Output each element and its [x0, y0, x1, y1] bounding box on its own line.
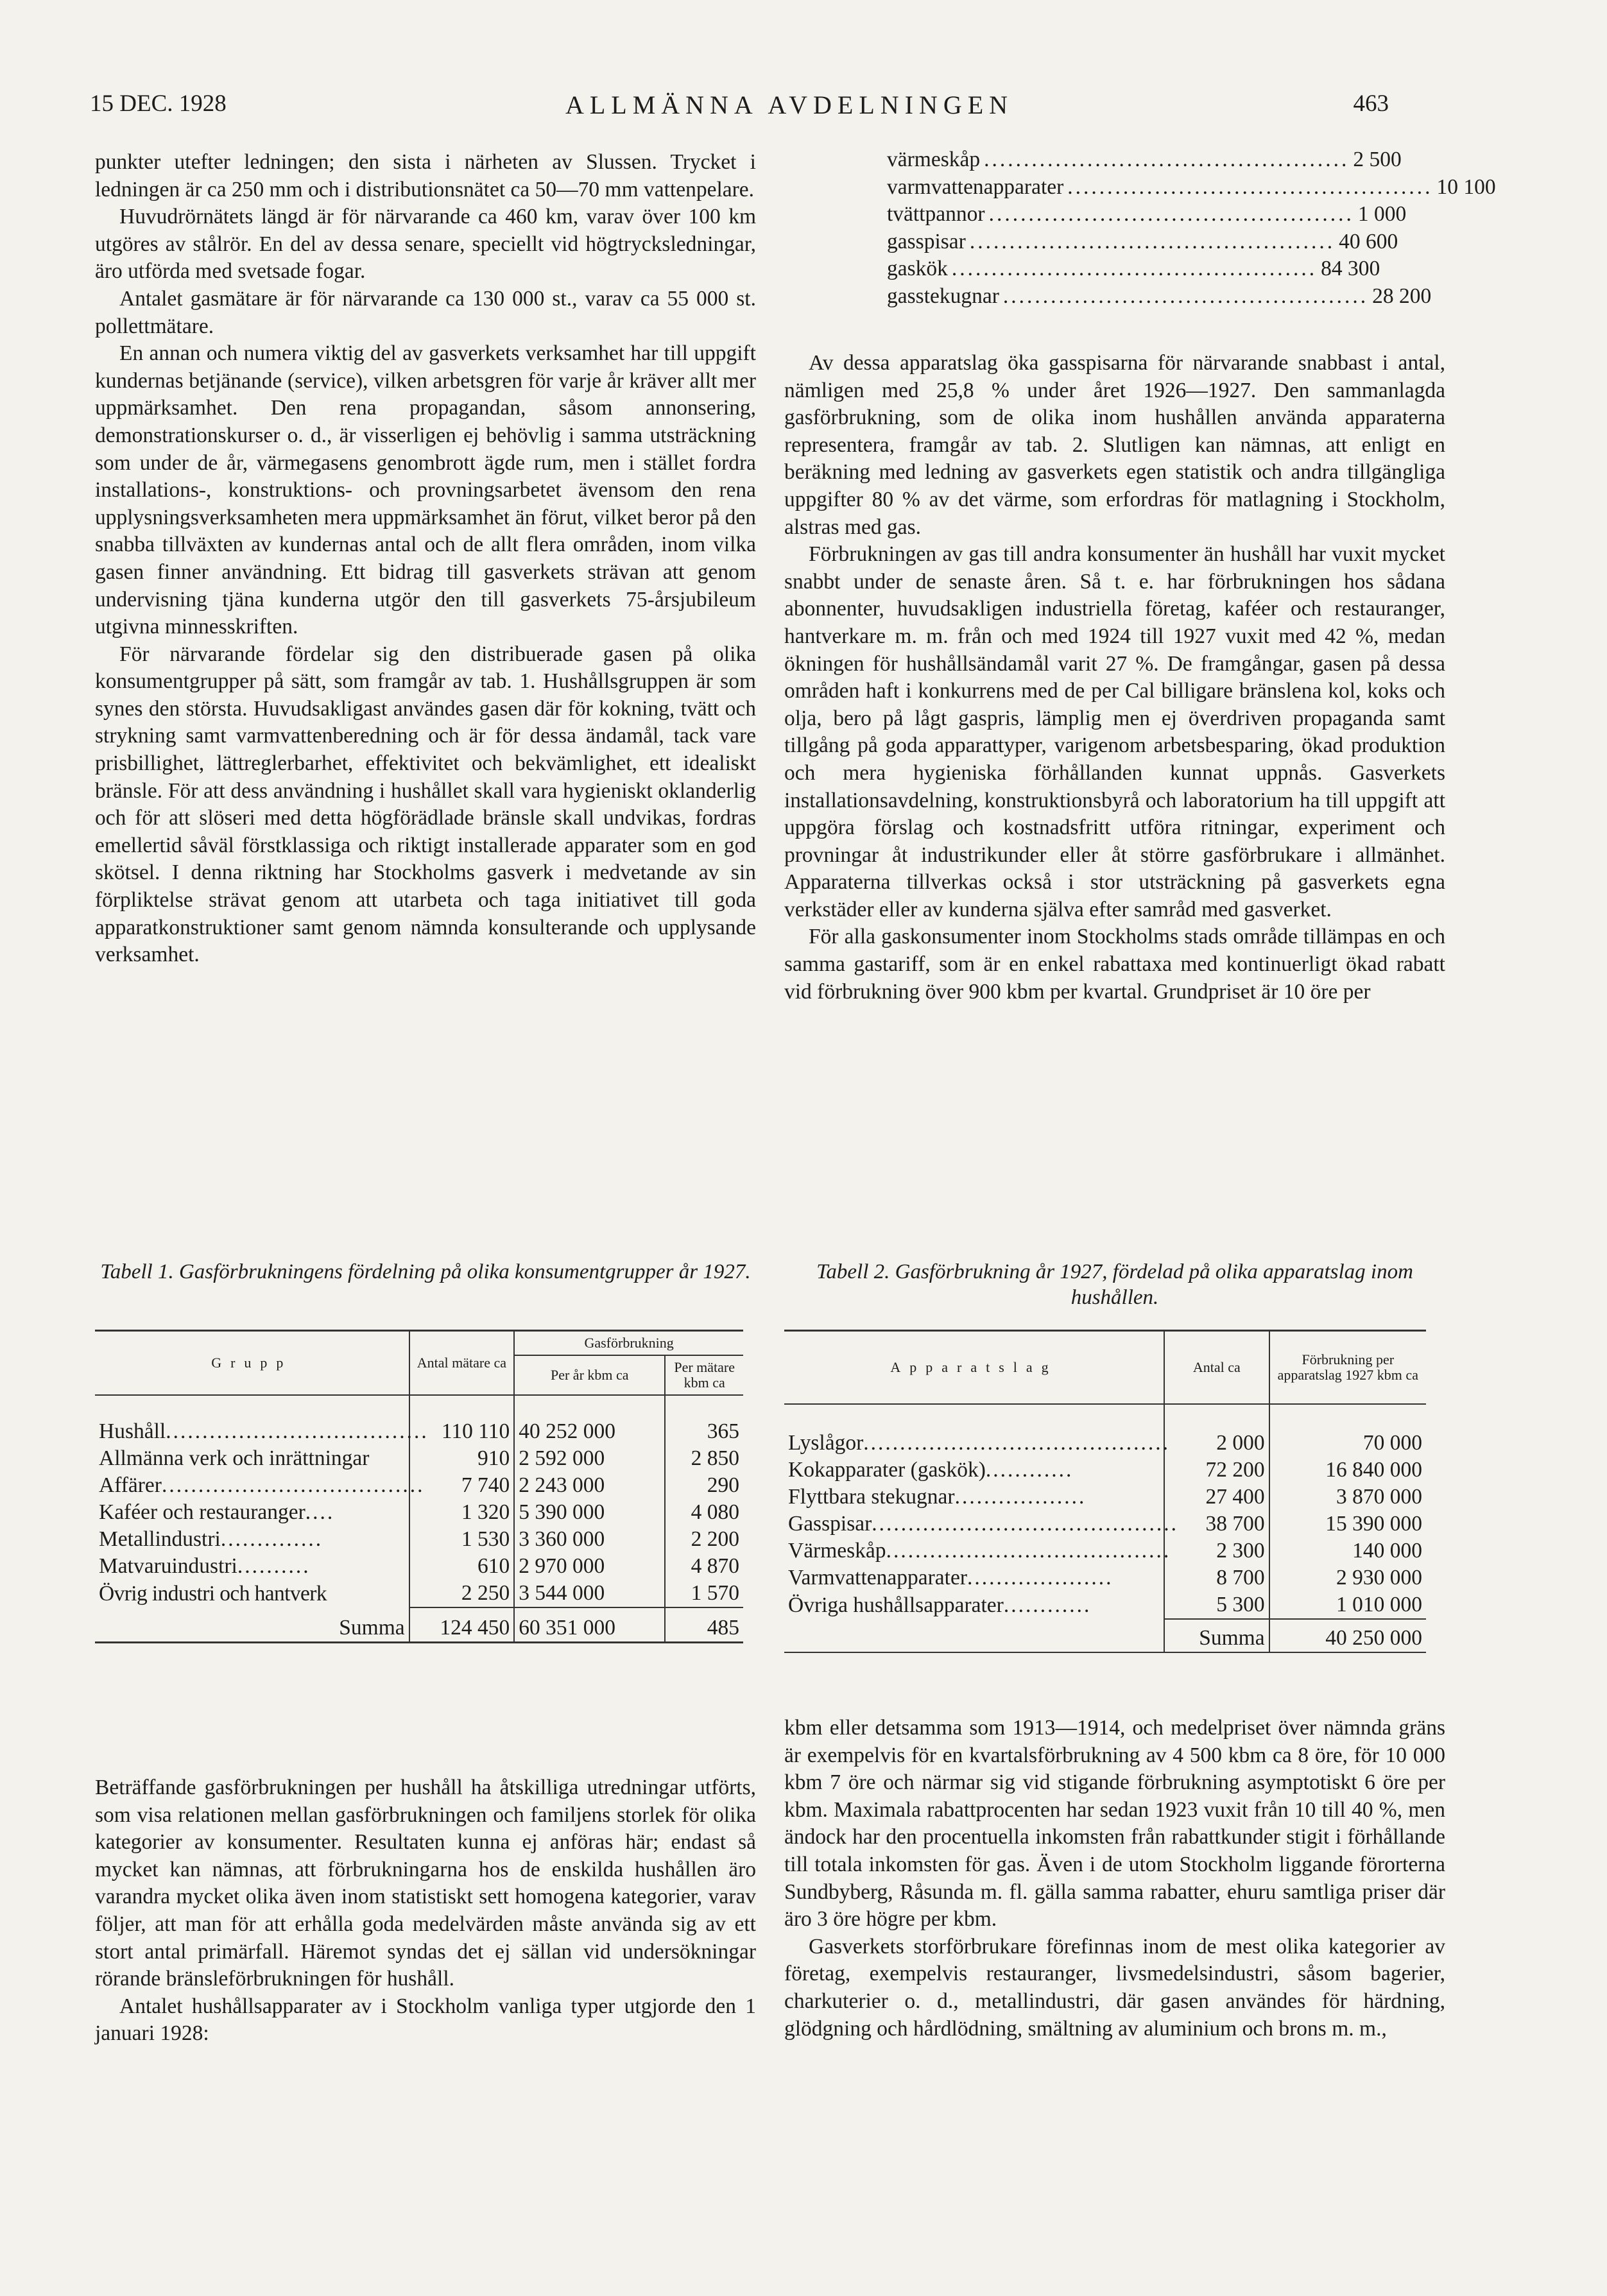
- cell-per-matare: 4 870: [665, 1553, 743, 1580]
- cell-per-matare: 2 850: [665, 1445, 743, 1472]
- row-label: Metallindustri..............: [99, 1527, 323, 1551]
- table-row: [784, 1538, 1426, 1564]
- header-section-title: ALLMÄNNA AVDELNINGEN: [565, 90, 1014, 119]
- column-header-per-matare: Per mätare kbm ca: [665, 1355, 743, 1395]
- cell-antal: 610: [409, 1553, 515, 1580]
- column-header-apparatslag: Apparatslag: [784, 1331, 1164, 1405]
- appliance-list: [887, 146, 1496, 311]
- row-label: Hushåll....................................: [99, 1419, 429, 1443]
- cell-per-matare: 365: [665, 1418, 743, 1445]
- table-sum-row: [784, 1619, 1426, 1652]
- row-label: Övrig industri och hantverk: [99, 1581, 327, 1606]
- appliance-count: 40 600: [1339, 229, 1398, 253]
- cell-per-ar: 3 360 000: [514, 1526, 665, 1553]
- leader-dots: ..............................................: [1002, 284, 1369, 308]
- column-header-grupp: Grupp: [95, 1331, 409, 1396]
- paragraph: Av dessa apparatslag öka gasspisarna för närvarande snabbast i antal, nämligen med 25,8 % under året 1926—1927. Den sammanlagda gasförbrukning, som de olika inom hushållen använda apparaterna representera, framgår av tab. 2. Slutligen kan nämnas, att enligt en beräkning med ledning av gasverkets egen statistik och andra tillgängliga uppgifter 80 % av det värme, som erfordras för matlagning i Stockholm, alstras med gas.: [784, 351, 1445, 539]
- appliance-count: 2 500: [1353, 148, 1402, 171]
- appliance-name: varmvattenapparater: [887, 175, 1064, 199]
- row-label: Kokapparater (gaskök)............: [788, 1458, 1074, 1482]
- cell-antal: 1 320: [409, 1499, 515, 1526]
- table-row: [784, 1484, 1426, 1511]
- cell-per-matare: 4 080: [665, 1499, 743, 1526]
- left-column-bottom: [95, 1774, 756, 2048]
- right-column-middle: [784, 350, 1445, 1006]
- paragraph: För alla gaskonsumenter inom Stockholms stads område tillämpas en och samma gastariff, som är en enkel rabattaxa med kontinuerligt ökad rabatt vid förbrukning över 900 kbm per kvartal. Grundpriset är 10 öre per: [784, 925, 1445, 1004]
- appliance-count: 1 000: [1357, 202, 1407, 227]
- appliance-name: tvättpannor: [887, 202, 985, 227]
- appliance-name: värmeskåp: [887, 148, 981, 171]
- sum-antal: 124 450: [409, 1607, 515, 1643]
- table-row: [95, 1526, 743, 1553]
- row-label: Allmänna verk och inrättningar: [99, 1446, 370, 1470]
- table-row: [784, 1591, 1426, 1619]
- page-number: 463: [1353, 90, 1389, 117]
- cell-per-ar: 2 592 000: [514, 1445, 665, 1472]
- column-header-forbrukning: Förbrukning per apparatslag 1927 kbm ca: [1269, 1331, 1426, 1405]
- table-row: [95, 1418, 743, 1445]
- cell-per-ar: 2 970 000: [514, 1553, 665, 1580]
- appliance-name: gasstekugnar: [887, 284, 999, 308]
- table-row: [95, 1445, 743, 1472]
- list-item: [887, 174, 1496, 201]
- appliance-count: 10 100: [1436, 175, 1496, 199]
- left-column-top: [95, 149, 756, 969]
- table-row: [95, 1553, 743, 1580]
- paragraph: För närvarande fördelar sig den distribuerade gasen på olika konsumentgrupper på sätt, som framgår av tab. 1. Hushållsgruppen är som synes den största. Huvudsakligast användes gasen där för kokning, tvätt och strykning samt varmvattenberedning och är för dessa ändamål, tack vare prisbillighet, lättreglerbarhet, effektivitet och bekvämlighet, ett idealiskt bränsle. För att dess användning i hushållet skall vara hygieniskt oklanderlig och för att slöseri med detta högförädlade bränsle skall undvikas, fordras emellertid såväl förstklassiga och riktigt installerade apparater som en god skötsel. I denna riktning har Stockholms gasverk i medvetande av sin förpliktelse strävat genom att utarbeta och taga initiativet till goda apparatkonstruktioner samt genom nämnda konsulterande och upplysande verksamhet.: [95, 642, 756, 967]
- cell-per-ar: 40 252 000: [514, 1418, 665, 1445]
- sum-per-ar: 60 351 000: [514, 1607, 665, 1643]
- sum-forbrukning: 40 250 000: [1269, 1619, 1426, 1652]
- cell-forbrukning: 3 870 000: [1269, 1484, 1426, 1511]
- table-row: [95, 1472, 743, 1499]
- leader-dots: ..............................................: [988, 202, 1354, 227]
- cell-per-ar: 2 243 000: [514, 1472, 665, 1499]
- row-label: Lyslågor..........................................: [788, 1431, 1170, 1455]
- table-row: [784, 1564, 1426, 1591]
- cell-antal: 2 250: [409, 1580, 515, 1607]
- column-header-per-ar: Per år kbm ca: [514, 1355, 665, 1395]
- table-row: [784, 1511, 1426, 1538]
- sum-label: Summa: [339, 1615, 405, 1640]
- leader-dots: ..............................................: [951, 257, 1318, 281]
- cell-antal: 7 740: [409, 1472, 515, 1499]
- paragraph: kbm eller detsamma som 1913—1914, och medelpriset över nämnda gräns är exempelvis för en kvartalsförbrukning av 4 500 kbm ca 8 öre, för 10 000 kbm 7 öre och närmar sig vid stigande förbrukning asymptotiskt 6 öre per kbm. Maximala rabattprocenten har sedan 1923 vuxit från 10 till 40 %, men ändock har den procentuella inkomsten från rabattkunder stigit i förhållande till totala inkomsten för gas. Även i de utom Stockholm liggande förorterna Sundbyberg, Råsunda m. fl. gälla samma rabatter, ehuru samtliga priser där äro 3 öre högre per kbm.: [784, 1716, 1445, 1932]
- list-item: [887, 146, 1402, 174]
- cell-antal: 110 110: [409, 1418, 515, 1445]
- row-label: Kaféer och restauranger....: [99, 1500, 335, 1524]
- row-label: Övriga hushållsapparater............: [788, 1593, 1092, 1617]
- cell-forbrukning: 70 000: [1269, 1430, 1426, 1457]
- leader-dots: ..............................................: [984, 148, 1350, 171]
- header-date: 15 DEC. 1928: [90, 90, 227, 117]
- cell-per-matare: 2 200: [665, 1526, 743, 1553]
- table1-caption: Tabell 1. Gasförbrukningens fördelning på olika konsumentgrupper år 1927.: [100, 1260, 751, 1283]
- cell-forbrukning: 15 390 000: [1269, 1511, 1426, 1538]
- appliance-name: gaskök: [887, 257, 948, 281]
- row-label: Matvaruindustri..........: [99, 1554, 311, 1578]
- row-label: Värmeskåp.......................................: [788, 1539, 1171, 1563]
- column-header-antal: Antal mätare ca: [409, 1331, 515, 1396]
- table-sum-row: [95, 1607, 743, 1643]
- paragraph: Antalet hushållsapparater av i Stockholm vanliga typer utgjorde den 1 januari 1928:: [95, 1994, 756, 2046]
- cell-forbrukning: 2 930 000: [1269, 1564, 1426, 1591]
- cell-forbrukning: 140 000: [1269, 1538, 1426, 1564]
- paragraph: Huvudrörnätets längd är för närvarande ca 460 km, varav över 100 km utgöres av stålrör. En del av dessa senare, speciellt vid högtrycksledningar, äro utförda med svetsade fogar.: [95, 205, 756, 284]
- leader-dots: ..............................................: [1067, 175, 1433, 199]
- cell-antal: 72 200: [1164, 1457, 1269, 1484]
- list-item: [887, 283, 1432, 311]
- row-label: Flyttbara stekugnar..................: [788, 1485, 1087, 1509]
- paragraph: Antalet gasmätare är för närvarande ca 130 000 st., varav ca 55 000 st. pollettmätare.: [95, 286, 756, 338]
- paragraph: Beträffande gasförbrukningen per hushåll ha åtskilliga utredningar utförts, som visa relationen mellan gasförbrukningen och familjens storlek för olika kategorier av konsumenter. Resultaten kunna ej anföras här; endast så mycket kan nämnas, att förbrukningarna hos de enskilda hushållen äro varandra mycket olika även inom statistiskt sett homogena kategorier, varav följer, att man för att erhålla goda medelvärden måste använda sig av ett stort antal primärfall. Häremot syndas det ej sällan vid undersökningar rörande bränsleförbrukningen för hushåll.: [95, 1776, 756, 1991]
- row-label: Gasspisar..........................................: [788, 1512, 1179, 1536]
- row-label: Affärer....................................: [99, 1473, 425, 1497]
- right-column-bottom: [784, 1715, 1445, 2043]
- cell-antal: 5 300: [1164, 1591, 1269, 1619]
- column-header-antal: Antal ca: [1164, 1331, 1269, 1405]
- table1: [95, 1330, 743, 1643]
- cell-per-matare: 290: [665, 1472, 743, 1499]
- list-item: [887, 201, 1407, 228]
- cell-antal: 27 400: [1164, 1484, 1269, 1511]
- cell-antal: 2 300: [1164, 1538, 1269, 1564]
- cell-forbrukning: 16 840 000: [1269, 1457, 1426, 1484]
- appliance-name: gasspisar: [887, 229, 966, 253]
- column-header-gasforbrukning: Gasförbrukning: [514, 1331, 743, 1356]
- paragraph: Förbrukningen av gas till andra konsumenter än hushåll har vuxit mycket snabbt under de senaste åren. Så t. e. har förbrukningen hos sådana abonnenter, huvudsakligen industriella företag, kaféer och restauranger, hantverkare m. m. från och med 1924 till 1927 vuxit med 42 %, medan ökningen för hushållsändamål varit 27 %. De framgångar, gasen på dessa områden haft i konkurrens med de per Cal billigare bränslena kol, koks och olja, bero på lågt gaspris, lämplig men ej överdriven propaganda samt tillgång på goda apparattyper, varigenom arbetsbesparing, ökad produktion och mera hygieniska förhållanden kunnat uppnås. Gasverkets installationsavdelning, konstruktionsbyrå och laboratorium ha till uppgift att uppgöra förslag och kostnadsfritt utföra ritningar, experiment och provningar åt industrikunder eller åt större gasförbrukare i allmänhet. Apparaterna tillverkas också i stor utsträckning på gasverkets egna verkstäder eller av kunderna själva efter samråd med gasverket.: [784, 542, 1445, 921]
- table-row: [95, 1580, 743, 1607]
- appliance-count: 84 300: [1321, 257, 1380, 281]
- cell-antal: 38 700: [1164, 1511, 1269, 1538]
- sum-per-matare: 485: [665, 1607, 743, 1643]
- table2-caption: Tabell 2. Gasförbrukning år 1927, fördelad på olika apparatslag inom hushållen.: [816, 1260, 1413, 1309]
- cell-per-matare: 1 570: [665, 1580, 743, 1607]
- table-row: [784, 1430, 1426, 1457]
- list-item: [887, 255, 1380, 283]
- table2: [784, 1330, 1426, 1653]
- cell-per-ar: 3 544 000: [514, 1580, 665, 1607]
- cell-per-ar: 5 390 000: [514, 1499, 665, 1526]
- sum-label: Summa: [1164, 1619, 1269, 1652]
- list-item: [887, 228, 1398, 256]
- cell-antal: 2 000: [1164, 1430, 1269, 1457]
- cell-antal: 1 530: [409, 1526, 515, 1553]
- cell-antal: 8 700: [1164, 1564, 1269, 1591]
- cell-forbrukning: 1 010 000: [1269, 1591, 1426, 1619]
- table-row: [95, 1499, 743, 1526]
- appliance-count: 28 200: [1372, 284, 1432, 308]
- leader-dots: ..............................................: [969, 229, 1336, 253]
- row-label: Varmvattenapparater....................: [788, 1566, 1113, 1589]
- paragraph: Gasverkets storförbrukare förefinnas inom de mest olika kategorier av företag, exempelvis restauranger, livsmedelsindustri, såsom bagerier, charkuterier o. d., metallindustri, där gasen användes för härdning, glödgning och hårdlödning, smältning av aluminium och brons m. m.,: [784, 1934, 1445, 2041]
- table-row: [784, 1457, 1426, 1484]
- cell-antal: 910: [409, 1445, 515, 1472]
- paragraph: punkter utefter ledningen; den sista i närheten av Slussen. Trycket i ledningen är ca 250 mm och i distributionsnätet ca 50—70 mm vattenpelare.: [95, 150, 756, 201]
- paragraph: En annan och numera viktig del av gasverkets verksamhet har till uppgift kundernas betjänande (service), vilken arbetsgren för varje år kräver allt mer uppmärksamhet. Den rena propagandan, såsom annonsering, demonstrationskurser o. d., är visserligen ej behövlig i samma utsträckning som under de år, värmegasens genombrott ägde rum, men i stället fordra installations-, konstruktions- och provningsarbetet ävensom den rena upplysningsverksamheten mera uppmärksamhet än förut, vilket beror på den snabba tillväxten av kundernas antal och de allt flera områden, inom vilka gasen finner användning. Ett bidrag till gasverkets strävan att genom undervisning tjäna kunderna utgör den till gasverkets 75-årsjubileum utgivna minnesskriften.: [95, 341, 756, 639]
